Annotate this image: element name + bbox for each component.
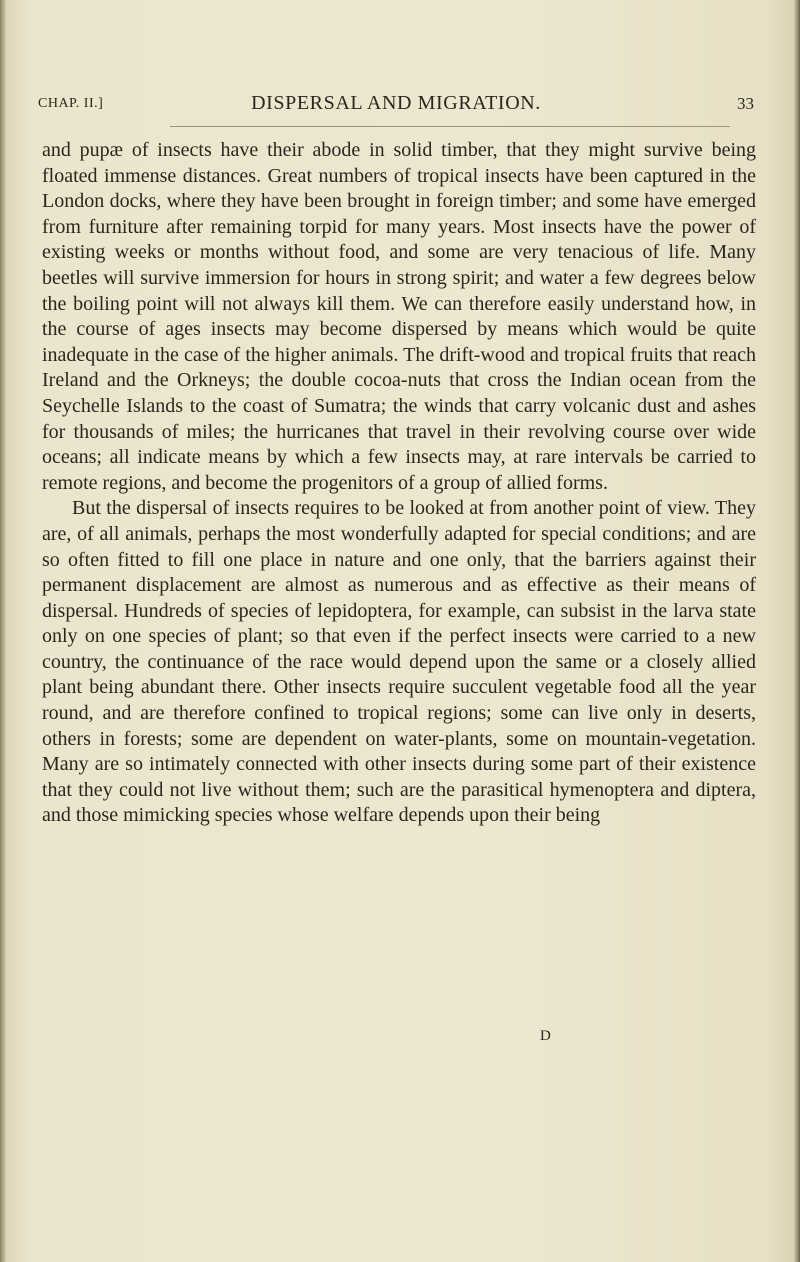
body-text [42,138,756,829]
header-rule [170,126,730,127]
running-title: DISPERSAL AND MIGRATION. [251,92,541,114]
page-edge-left [0,0,6,1262]
paragraph: But the dispersal of insects requires to be looked at from another point of view. They are, of all animals, perhaps the most wonderfully adapted for special conditions; and are so often fitted to fill one place in nature and one only, that the barriers against their permanent displacement are almost as numerous and as effective as their means of dispersal. Hundreds of species of lepidoptera, for example, can subsist in the larva state only on one species of plant; so that even if the perfect insects were carried to a new country, the continuance of the race would depend upon the same or a closely allied plant being abundant there. Other insects require succulent vegetable food all the year round, and are therefore confined to tropical regions; some can live only in deserts, others in forests; some are dependent on water-plants, some on mountain-vegetation. Many are so intimately connected with other insects during some part of their existence that they could not live without them; such are the parasitical hymenoptera and diptera, and those mimicking species whose welfare depends upon their being [42,497,756,827]
page-number: 33 [737,94,754,113]
chapter-reference: CHAP. II.] [38,96,104,111]
running-header [38,92,754,118]
page-edge-right [794,0,800,1262]
signature-mark: D [540,1028,551,1044]
paragraph: and pupæ of insects have their abode in solid timber, that they might survive being floated immense distances. Great numbers of tropical insects have been captured in the London docks, where they have been brought in foreign timber; and some have emerged from furniture after remaining torpid for many years. Most insects have the power of existing weeks or months without food, and some are very tenacious of life. Many beetles will survive immersion for hours in strong spirit; and water a few degrees below the boiling point will not always kill them. We can therefore easily understand how, in the course of ages insects may become dispersed by means which would be quite inadequate in the case of the higher animals. The drift-wood and tropical fruits that reach Ireland and the Orkneys; the double cocoa-nuts that cross the Indian ocean from the Seychelle Islands to the coast of Sumatra; the winds that carry volcanic dust and ashes for thousands of miles; the hurricanes that travel in their revolving course over wide oceans; all indicate means by which a few insects may, at rare intervals be carried to remote regions, and become the progenitors of a group of allied forms. [42,139,756,494]
